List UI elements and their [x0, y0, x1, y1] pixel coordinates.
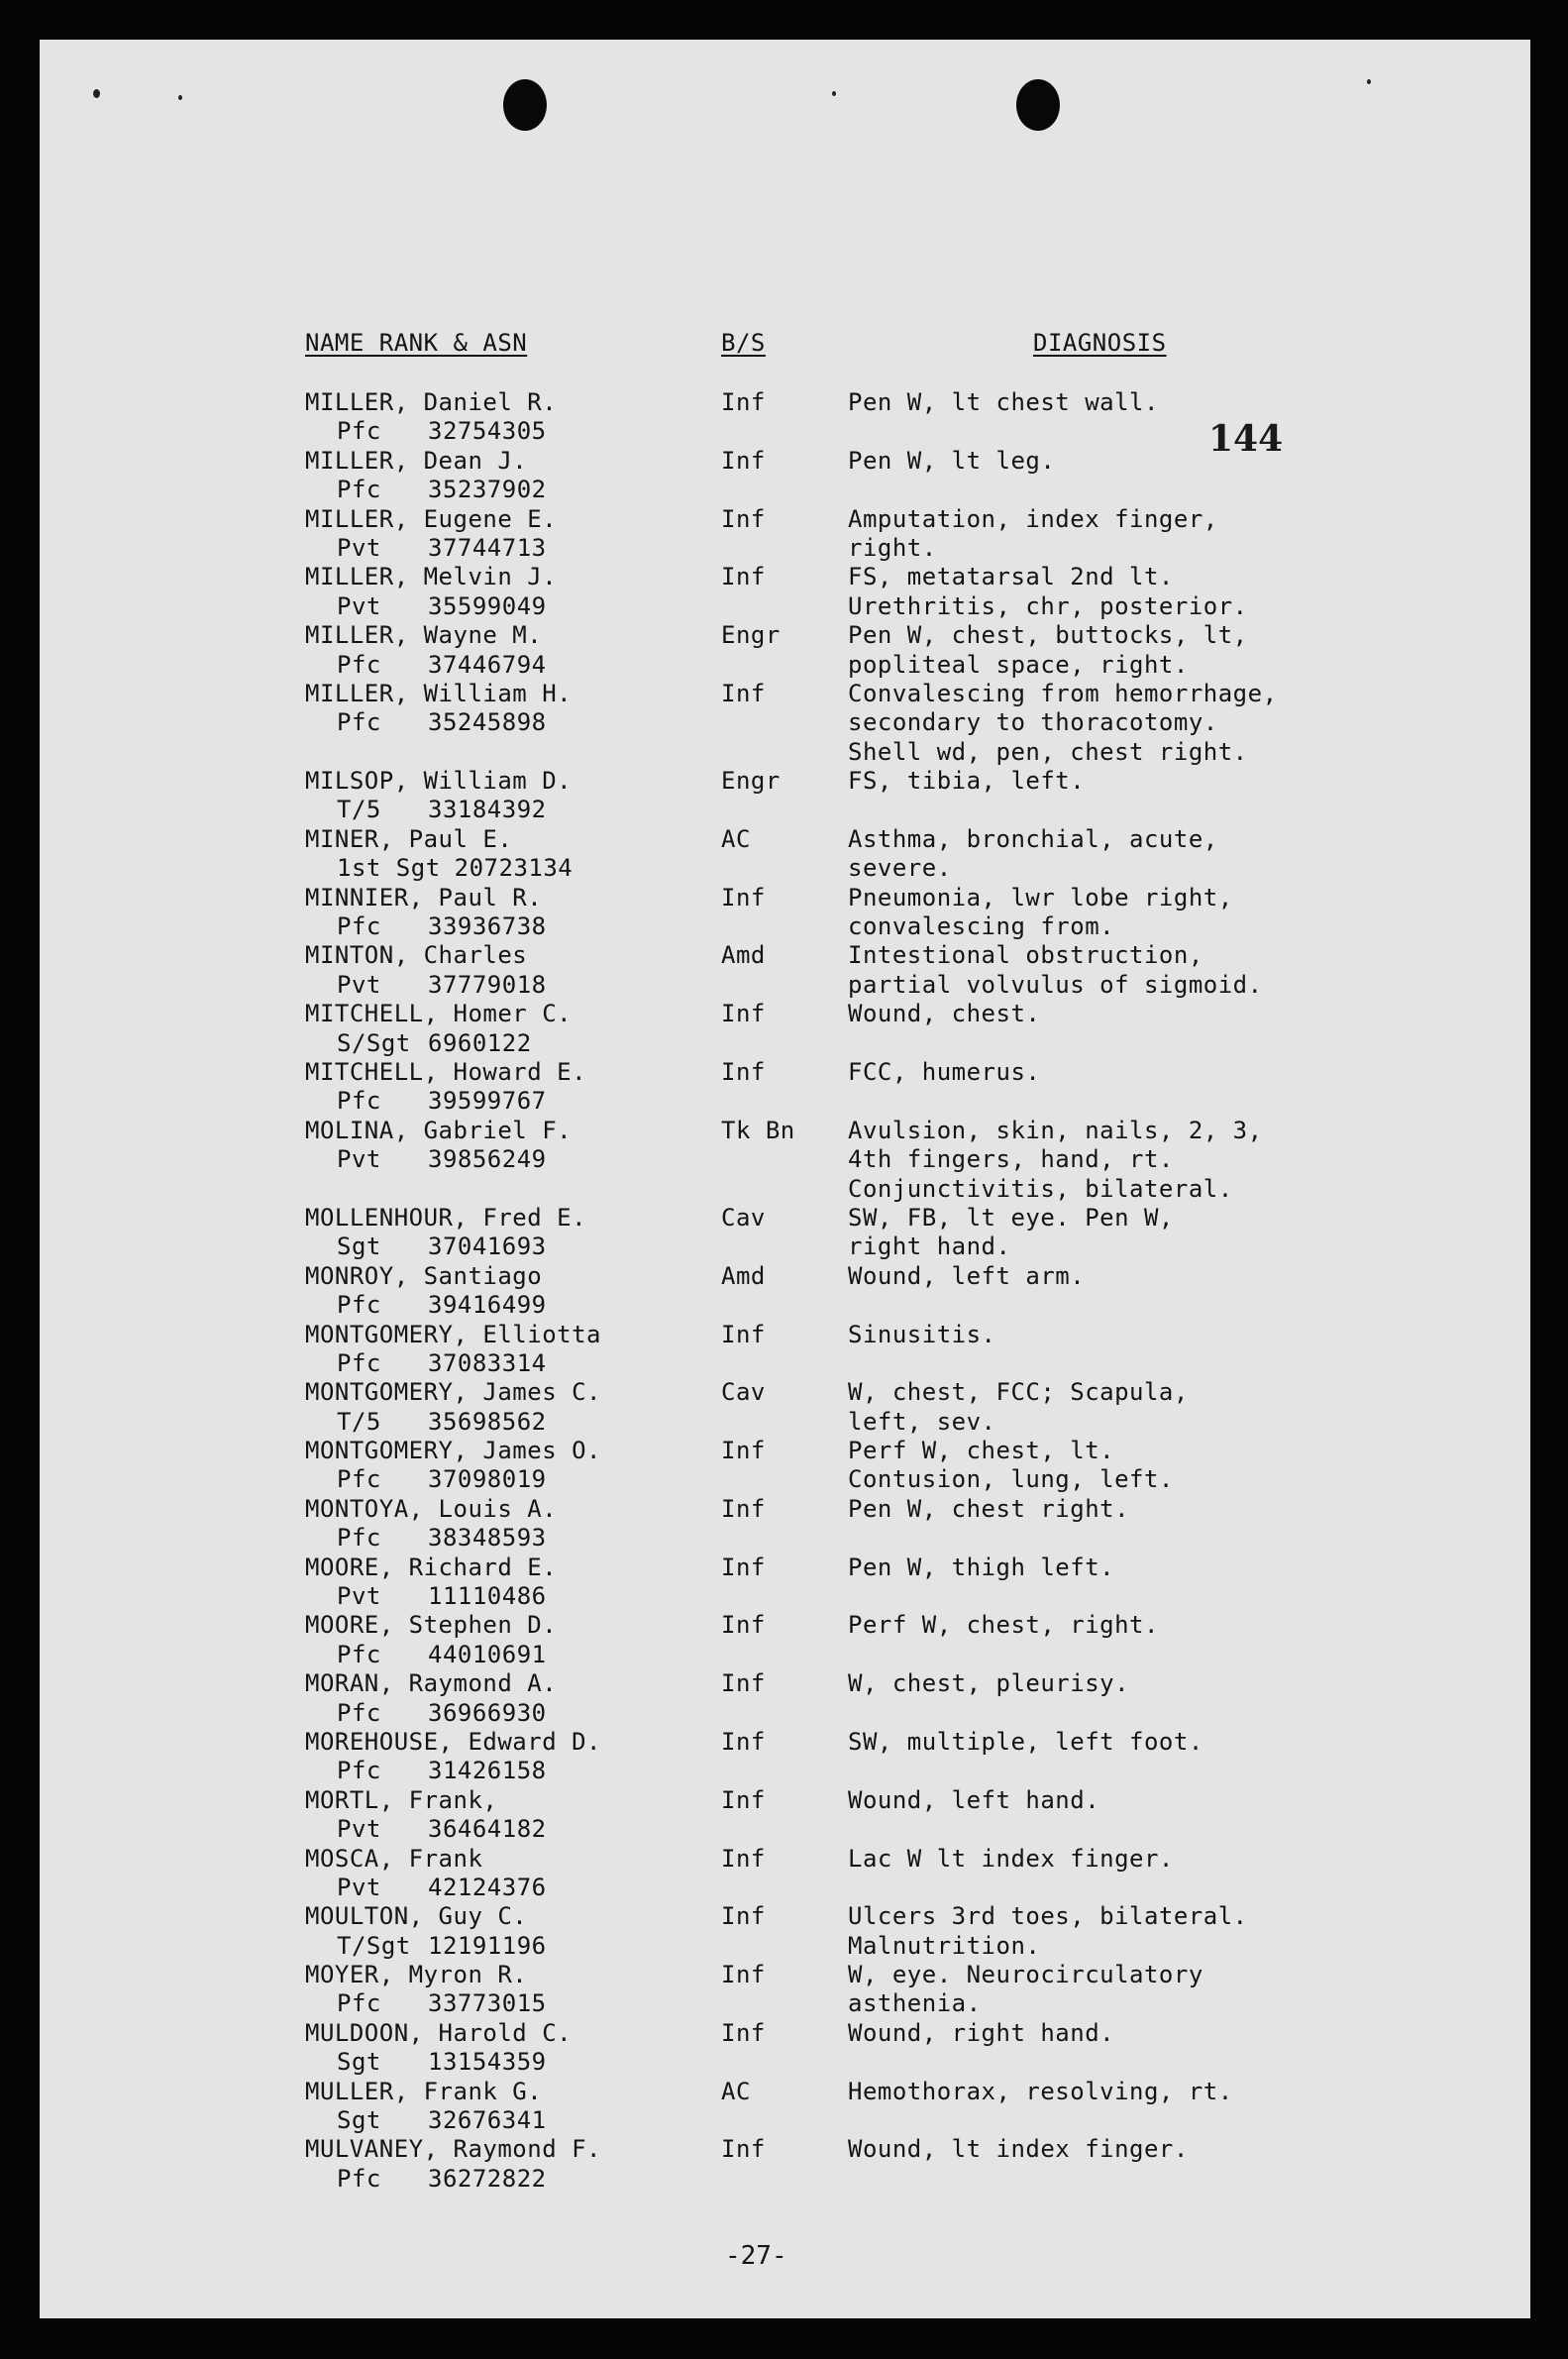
record-asn: 36272822: [428, 2164, 547, 2193]
record-diagnosis: Pen W, thigh left.: [848, 1553, 1115, 1581]
record-branch: Inf: [721, 2018, 766, 2047]
record-diagnosis: asthenia.: [848, 1989, 982, 2018]
record-name: MOORE, Stephen D.: [305, 1611, 558, 1640]
record-diagnosis: popliteal space, right.: [848, 650, 1189, 679]
record-diagnosis: severe.: [848, 854, 952, 883]
record-branch: Tk Bn: [721, 1116, 795, 1144]
record-name: MILLER, Melvin J.: [305, 563, 558, 591]
record-line: [40, 2078, 1530, 2106]
record-line: [40, 1989, 1530, 2018]
record-name: MONTGOMERY, James C.: [305, 1378, 601, 1407]
record-row: [40, 1554, 1530, 1612]
record-diagnosis: Pen W, chest, buttocks, lt,: [848, 621, 1248, 650]
record-line: [40, 884, 1530, 912]
record-rank: Pfc: [337, 1465, 381, 1494]
record-diagnosis: FS, metatarsal 2nd lt.: [848, 563, 1174, 591]
record-diagnosis: Pen W, chest right.: [848, 1494, 1130, 1523]
record-row: [40, 884, 1530, 942]
record-asn: 31426158: [428, 1757, 547, 1785]
record-line: [40, 1117, 1530, 1145]
record-rank: Pfc: [337, 1757, 381, 1785]
record-diagnosis: secondary to thoracotomy.: [848, 708, 1218, 737]
record-rank: T/5: [337, 1407, 381, 1436]
record-line: [40, 971, 1530, 1000]
record-rank: Pfc: [337, 708, 381, 737]
record-branch: Inf: [721, 1611, 766, 1640]
record-line: [40, 388, 1530, 417]
record-name: MINER, Paul E.: [305, 824, 513, 853]
record-asn: 32676341: [428, 2106, 547, 2135]
record-row: [40, 1378, 1530, 1437]
record-line: [40, 854, 1530, 883]
record-diagnosis: Pen W, lt leg.: [848, 446, 1056, 475]
record-branch: Cav: [721, 1378, 766, 1407]
record-row: [40, 1000, 1530, 1058]
record-line: [40, 2106, 1530, 2135]
record-diagnosis: W, chest, FCC; Scapula,: [848, 1378, 1189, 1407]
record-rank: Pvt: [337, 970, 381, 999]
record-name: MOULTON, Guy C.: [305, 1902, 528, 1931]
record-line: [40, 1728, 1530, 1757]
record-line: [40, 1669, 1530, 1698]
record-asn: 12191196: [428, 1931, 547, 1960]
record-line: [40, 1145, 1530, 1174]
record-asn: 42124376: [428, 1873, 547, 1901]
record-row: [40, 1845, 1530, 1903]
record-line: [40, 447, 1530, 476]
record-branch: Engr: [721, 621, 781, 650]
record-rank: Pfc: [337, 912, 381, 941]
record-line: [40, 1408, 1530, 1437]
record-line: [40, 651, 1530, 680]
record-line: [40, 941, 1530, 970]
record-row: [40, 1204, 1530, 1262]
record-row: [40, 1728, 1530, 1786]
record-line: [40, 1000, 1530, 1028]
record-row: [40, 1321, 1530, 1379]
record-rank: Sgt: [337, 2048, 381, 2077]
record-line: [40, 1815, 1530, 1844]
record-line: [40, 1699, 1530, 1728]
record-name: MILLER, William H.: [305, 679, 573, 707]
record-line: [40, 534, 1530, 563]
record-line: [40, 1175, 1530, 1204]
record-asn: 35599049: [428, 591, 547, 620]
record-rank: Pfc: [337, 1348, 381, 1377]
record-branch: Inf: [721, 1669, 766, 1698]
record-diagnosis: convalescing from.: [848, 912, 1115, 941]
record-row: [40, 1117, 1530, 1204]
record-branch: Inf: [721, 1553, 766, 1581]
record-row: [40, 680, 1530, 767]
record-asn: 20723134: [454, 854, 574, 883]
record-line: [40, 2165, 1530, 2194]
record-diagnosis: Avulsion, skin, nails, 2, 3,: [848, 1116, 1263, 1144]
record-name: MINNIER, Paul R.: [305, 883, 543, 911]
record-diagnosis: Perf W, chest, right.: [848, 1611, 1159, 1640]
record-line: [40, 1932, 1530, 1961]
record-asn: 37083314: [428, 1348, 547, 1377]
record-diagnosis: Pneumonia, lwr lobe right,: [848, 883, 1233, 911]
record-diagnosis: Wound, left hand.: [848, 1785, 1100, 1814]
record-branch: Inf: [721, 504, 766, 533]
record-diagnosis: SW, FB, lt eye. Pen W,: [848, 1203, 1174, 1232]
document-page: [40, 40, 1530, 2318]
record-diagnosis: Asthma, bronchial, acute,: [848, 824, 1218, 853]
record-name: MILLER, Eugene E.: [305, 504, 558, 533]
record-name: MULVANEY, Raymond F.: [305, 2135, 601, 2164]
record-asn: 33184392: [428, 796, 547, 824]
record-row: [40, 1495, 1530, 1554]
record-diagnosis: 4th fingers, hand, rt.: [848, 1145, 1174, 1174]
record-row: [40, 1961, 1530, 2019]
record-diagnosis: Pen W, lt chest wall.: [848, 388, 1159, 416]
column-header-name: NAME RANK & ASN: [305, 329, 528, 357]
record-line: [40, 767, 1530, 796]
record-rank: T/5: [337, 796, 381, 824]
record-line: [40, 708, 1530, 737]
record-branch: Inf: [721, 1057, 766, 1086]
record-line: [40, 1465, 1530, 1494]
record-name: MITCHELL, Homer C.: [305, 1000, 573, 1028]
record-line: [40, 505, 1530, 534]
record-diagnosis: FS, tibia, left.: [848, 767, 1086, 796]
record-line: [40, 1291, 1530, 1320]
record-rank: Pfc: [337, 1524, 381, 1553]
record-diagnosis: Urethritis, chr, posterior.: [848, 591, 1248, 620]
record-diagnosis: Wound, chest.: [848, 1000, 1041, 1028]
record-row: [40, 1902, 1530, 1961]
record-line: [40, 1262, 1530, 1291]
record-branch: Amd: [721, 1261, 766, 1290]
record-diagnosis: Contusion, lung, left.: [848, 1465, 1174, 1494]
record-name: MOORE, Richard E.: [305, 1553, 558, 1581]
record-asn: 37098019: [428, 1465, 547, 1494]
record-diagnosis: left, sev.: [848, 1407, 996, 1436]
record-name: MONTOYA, Louis A.: [305, 1494, 558, 1523]
record-line: [40, 2048, 1530, 2077]
record-diagnosis: W, chest, pleurisy.: [848, 1669, 1130, 1698]
record-branch: AC: [721, 2077, 751, 2105]
record-line: [40, 2135, 1530, 2164]
record-line: [40, 1641, 1530, 1669]
record-name: MULDOON, Harold C.: [305, 2018, 573, 2047]
record-branch: Inf: [721, 1437, 766, 1465]
record-line: [40, 796, 1530, 824]
record-line: [40, 1845, 1530, 1874]
record-row: [40, 767, 1530, 825]
record-row: [40, 1611, 1530, 1669]
record-branch: Inf: [721, 883, 766, 911]
record-rank: Pvt: [337, 1815, 381, 1844]
record-diagnosis: Wound, left arm.: [848, 1261, 1086, 1290]
record-name: MORAN, Raymond A.: [305, 1669, 558, 1698]
record-rank: Pfc: [337, 1698, 381, 1727]
record-diagnosis: Malnutrition.: [848, 1931, 1041, 1960]
record-name: MOLLENHOUR, Fred E.: [305, 1203, 587, 1232]
record-line: [40, 1554, 1530, 1582]
record-line: [40, 592, 1530, 621]
record-rank: T/Sgt: [337, 1931, 411, 1960]
record-line: [40, 1349, 1530, 1378]
record-asn: 39856249: [428, 1145, 547, 1174]
record-row: [40, 1437, 1530, 1495]
record-asn: 6960122: [428, 1028, 532, 1057]
record-asn: 36464182: [428, 1815, 547, 1844]
record-branch: Engr: [721, 767, 781, 796]
record-line: [40, 1495, 1530, 1524]
record-branch: Amd: [721, 941, 766, 970]
record-name: MONROY, Santiago: [305, 1261, 543, 1290]
record-line: [40, 1786, 1530, 1815]
record-asn: 33773015: [428, 1989, 547, 2018]
record-line: [40, 1757, 1530, 1785]
record-asn: 37779018: [428, 970, 547, 999]
record-diagnosis: Sinusitis.: [848, 1320, 996, 1348]
record-asn: 39599767: [428, 1087, 547, 1116]
record-line: [40, 1902, 1530, 1931]
record-row: [40, 1669, 1530, 1728]
record-asn: 37041693: [428, 1233, 547, 1261]
record-line: [40, 2019, 1530, 2048]
record-asn: 44010691: [428, 1640, 547, 1668]
record-name: MILLER, Dean J.: [305, 446, 528, 475]
record-asn: 33936738: [428, 912, 547, 941]
record-branch: Inf: [721, 1320, 766, 1348]
record-line: [40, 1058, 1530, 1087]
record-name: MOREHOUSE, Edward D.: [305, 1727, 601, 1756]
record-asn: 35237902: [428, 476, 547, 504]
record-row: [40, 2019, 1530, 2078]
record-name: MITCHELL, Howard E.: [305, 1057, 587, 1086]
record-line: [40, 912, 1530, 941]
record-rank: Sgt: [337, 1233, 381, 1261]
record-line: [40, 1087, 1530, 1116]
record-asn: 39416499: [428, 1291, 547, 1320]
record-rank: Pvt: [337, 533, 381, 562]
record-name: MILLER, Daniel R.: [305, 388, 558, 416]
record-line: [40, 621, 1530, 650]
record-diagnosis: W, eye. Neurocirculatory: [848, 1961, 1203, 1989]
record-line: [40, 1321, 1530, 1349]
record-asn: 35245898: [428, 708, 547, 737]
record-line: [40, 680, 1530, 708]
record-diagnosis: FCC, humerus.: [848, 1057, 1041, 1086]
record-line: [40, 1582, 1530, 1611]
record-branch: Inf: [721, 563, 766, 591]
punch-hole: [503, 79, 547, 131]
record-name: MOYER, Myron R.: [305, 1961, 528, 1989]
record-name: MILLER, Wayne M.: [305, 621, 543, 650]
record-branch: Inf: [721, 2135, 766, 2164]
record-branch: Inf: [721, 1494, 766, 1523]
record-line: [40, 1233, 1530, 1261]
record-asn: 36966930: [428, 1698, 547, 1727]
record-asn: 32754305: [428, 417, 547, 446]
speck: [1367, 79, 1371, 84]
record-branch: Inf: [721, 1785, 766, 1814]
record-branch: Inf: [721, 1844, 766, 1873]
record-row: [40, 2135, 1530, 2194]
record-line: [40, 1961, 1530, 1989]
record-rank: Pfc: [337, 476, 381, 504]
record-asn: 13154359: [428, 2048, 547, 2077]
record-asn: 35698562: [428, 1407, 547, 1436]
record-row: [40, 388, 1530, 447]
record-name: MULLER, Frank G.: [305, 2077, 543, 2105]
record-branch: Inf: [721, 446, 766, 475]
record-diagnosis: Shell wd, pen, chest right.: [848, 737, 1248, 766]
record-diagnosis: right.: [848, 533, 937, 562]
record-asn: 11110486: [428, 1582, 547, 1611]
record-rank: Pvt: [337, 591, 381, 620]
record-diagnosis: Ulcers 3rd toes, bilateral.: [848, 1902, 1248, 1931]
column-header-diagnosis: DIAGNOSIS: [1033, 329, 1167, 357]
record-rank: Pfc: [337, 1087, 381, 1116]
record-diagnosis: Wound, right hand.: [848, 2018, 1115, 2047]
record-row: [40, 825, 1530, 884]
record-diagnosis: Perf W, chest, lt.: [848, 1437, 1115, 1465]
record-branch: Inf: [721, 1902, 766, 1931]
record-diagnosis: Hemothorax, resolving, rt.: [848, 2077, 1233, 2105]
punch-hole: [1016, 79, 1060, 131]
record-name: MINTON, Charles: [305, 941, 528, 970]
record-line: [40, 1029, 1530, 1058]
record-rank: Pvt: [337, 1145, 381, 1174]
record-diagnosis: Convalescing from hemorrhage,: [848, 679, 1278, 707]
record-row: [40, 1058, 1530, 1117]
record-line: [40, 1524, 1530, 1553]
speck: [93, 89, 100, 98]
speck: [178, 95, 182, 100]
record-name: MORTL, Frank,: [305, 1785, 498, 1814]
record-line: [40, 1378, 1530, 1407]
record-line: [40, 1437, 1530, 1465]
record-rank: Pfc: [337, 1989, 381, 2018]
speck: [832, 91, 836, 96]
record-row: [40, 563, 1530, 621]
record-branch: Inf: [721, 1961, 766, 1989]
record-diagnosis: Wound, lt index finger.: [848, 2135, 1189, 2164]
record-diagnosis: Lac W lt index finger.: [848, 1844, 1174, 1873]
record-diagnosis: SW, multiple, left foot.: [848, 1727, 1203, 1756]
record-diagnosis: partial volvulus of sigmoid.: [848, 970, 1263, 999]
record-row: [40, 621, 1530, 680]
record-line: [40, 825, 1530, 854]
record-branch: Cav: [721, 1203, 766, 1232]
record-line: [40, 1874, 1530, 1902]
record-name: MILSOP, William D.: [305, 767, 573, 796]
record-name: MONTGOMERY, James O.: [305, 1437, 601, 1465]
record-rank: Sgt: [337, 2106, 381, 2135]
record-rank: S/Sgt: [337, 1028, 411, 1057]
record-line: [40, 1611, 1530, 1640]
record-branch: AC: [721, 824, 751, 853]
record-name: MOSCA, Frank: [305, 1844, 483, 1873]
record-row: [40, 1262, 1530, 1321]
record-diagnosis: Intestional obstruction,: [848, 941, 1203, 970]
record-branch: Inf: [721, 388, 766, 416]
record-name: MOLINA, Gabriel F.: [305, 1116, 573, 1144]
record-row: [40, 2078, 1530, 2136]
page-stamp-number: 144: [1208, 418, 1284, 460]
column-header-bs: B/S: [721, 329, 766, 357]
record-rank: Pfc: [337, 1640, 381, 1668]
record-rank: 1st Sgt: [337, 854, 441, 883]
record-branch: Inf: [721, 679, 766, 707]
record-line: [40, 1204, 1530, 1233]
record-rank: Pfc: [337, 2164, 381, 2193]
record-rank: Pfc: [337, 1291, 381, 1320]
records-list: [40, 388, 1530, 2194]
record-branch: Inf: [721, 1000, 766, 1028]
record-line: [40, 738, 1530, 767]
record-diagnosis: right hand.: [848, 1233, 1011, 1261]
record-row: [40, 505, 1530, 564]
record-name: MONTGOMERY, Elliotta: [305, 1320, 601, 1348]
record-diagnosis: Amputation, index finger,: [848, 504, 1218, 533]
record-row: [40, 941, 1530, 1000]
record-branch: Inf: [721, 1727, 766, 1756]
record-rank: Pvt: [337, 1582, 381, 1611]
record-rank: Pfc: [337, 417, 381, 446]
record-asn: 38348593: [428, 1524, 547, 1553]
record-line: [40, 563, 1530, 591]
record-line: [40, 417, 1530, 446]
record-asn: 37744713: [428, 533, 547, 562]
record-row: [40, 447, 1530, 505]
record-row: [40, 1786, 1530, 1845]
record-diagnosis: Conjunctivitis, bilateral.: [848, 1174, 1233, 1203]
record-asn: 37446794: [428, 650, 547, 679]
page-number: -27-: [725, 2241, 787, 2271]
record-rank: Pvt: [337, 1873, 381, 1901]
record-line: [40, 476, 1530, 504]
record-rank: Pfc: [337, 650, 381, 679]
